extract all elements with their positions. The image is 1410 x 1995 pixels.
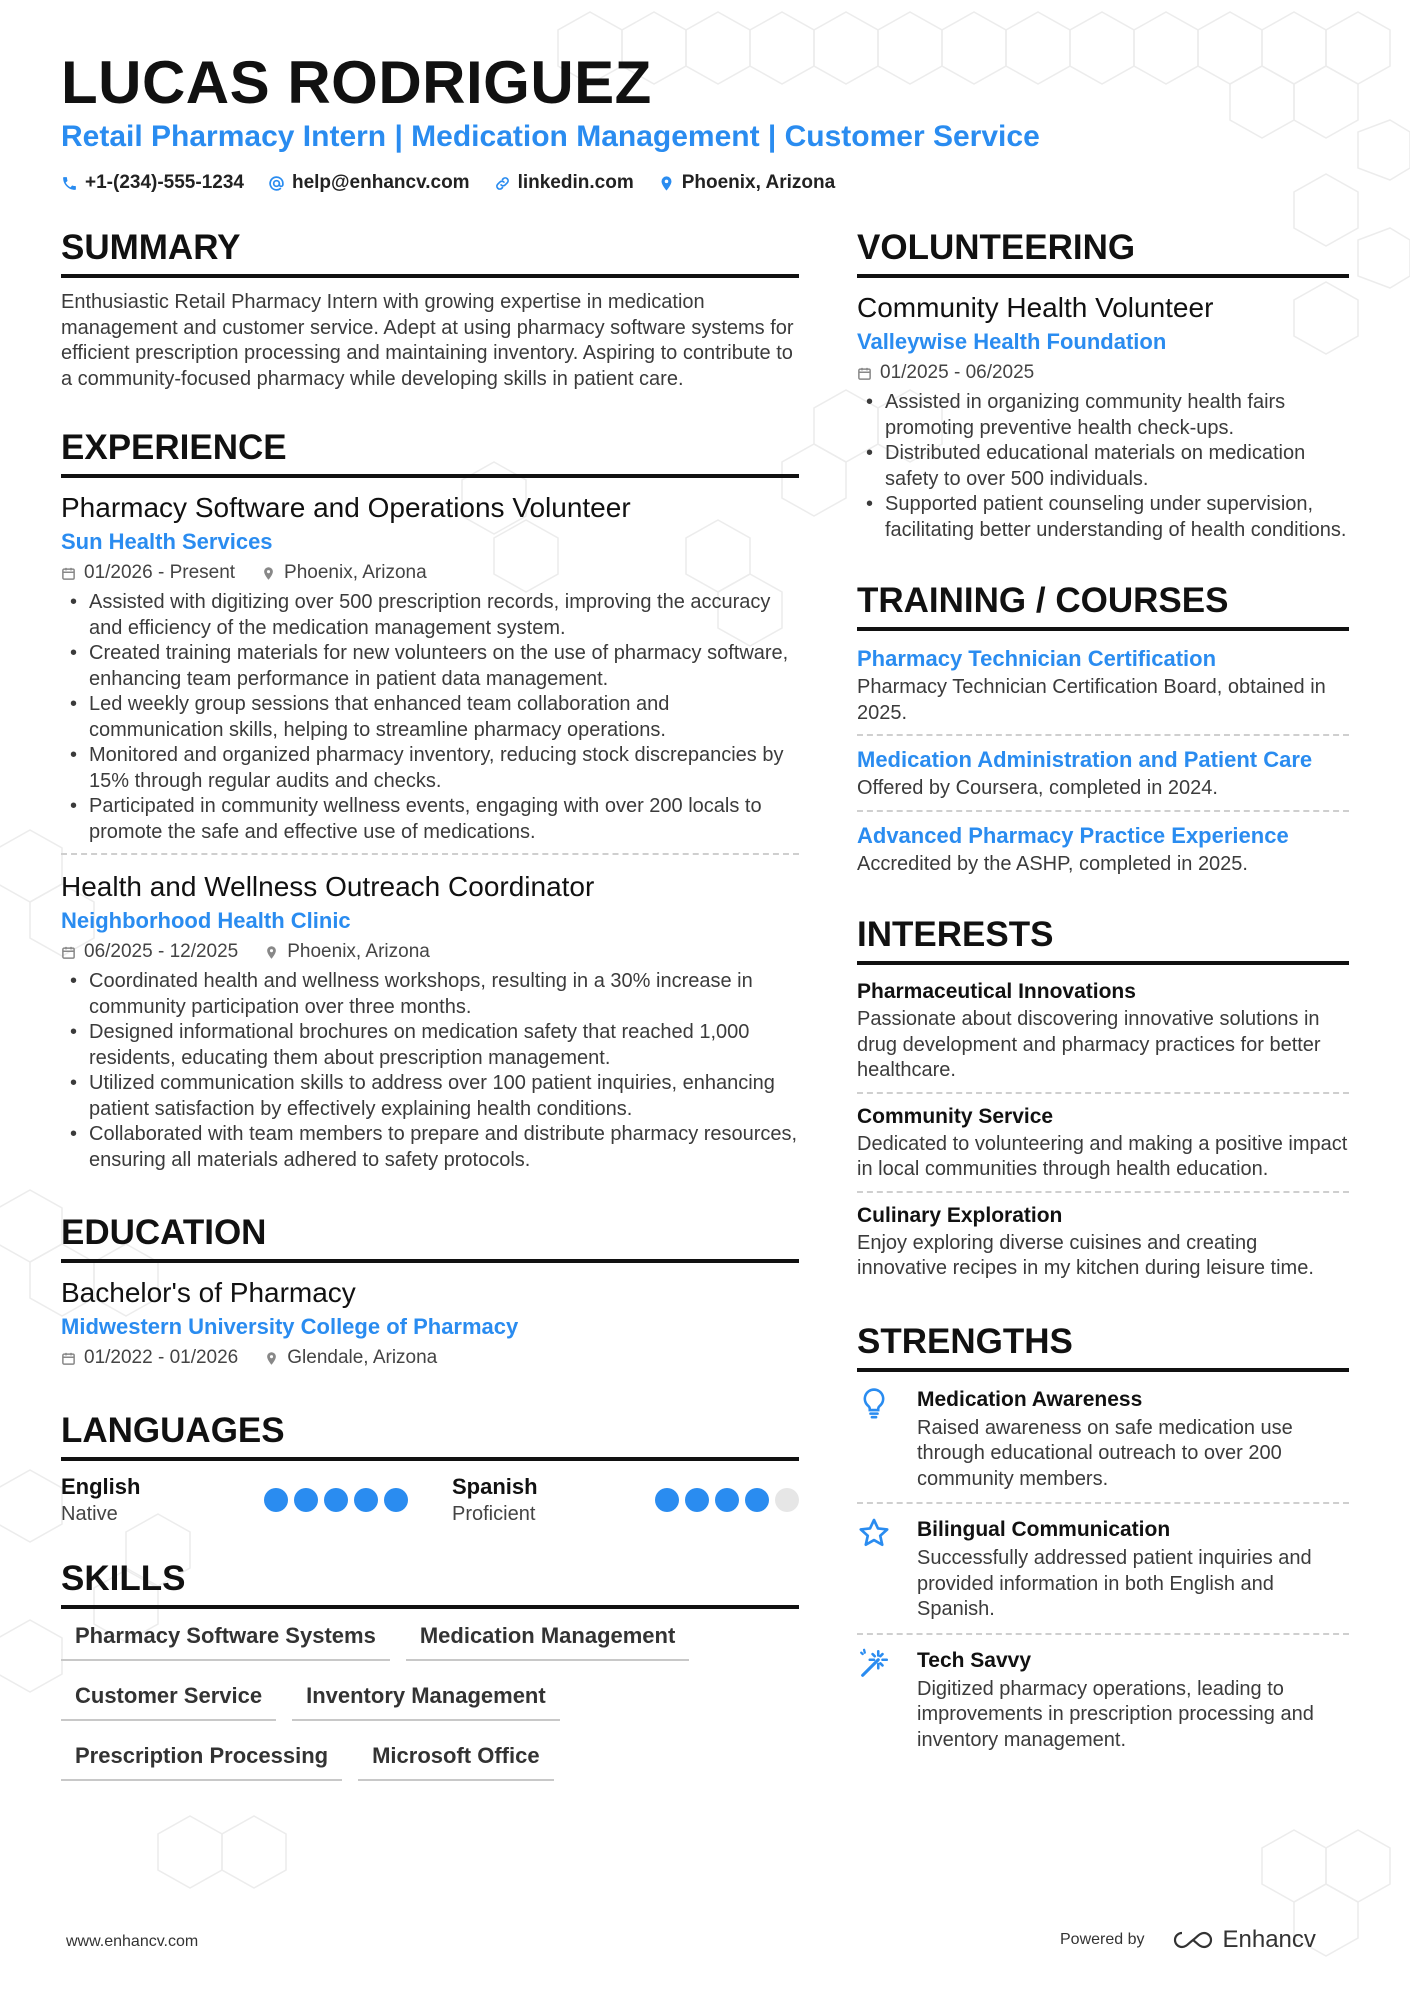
job-location-text: Phoenix, Arizona	[284, 562, 427, 583]
job-dates-text: 01/2026 - Present	[84, 562, 236, 583]
strength-name: Tech Savvy	[917, 1648, 1032, 1672]
summary-section	[61, 228, 799, 392]
experience-entry	[61, 490, 799, 845]
bullet-item: • Participated in community wellness events, engaging with over 200 locals to promote the safe and effective use of medications.	[61, 794, 799, 845]
experience-entry	[61, 869, 799, 1173]
education-dates	[61, 1343, 238, 1373]
rating-dot-filled	[264, 1488, 288, 1512]
education-location-text: Glendale, Arizona	[287, 1347, 438, 1368]
degree-title: Bachelor's of Pharmacy	[61, 1277, 356, 1308]
summary-text: Enthusiastic Retail Pharmacy Intern with growing expertise in medication management and customer service. Adept at using pharmacy software systems for efficient prescription processing and maintaining inventory. Aspiring to contribute to a community-focused pharmacy while developing skills in patient care.	[61, 291, 794, 390]
strengths-section	[857, 1322, 1349, 1754]
training-section	[857, 581, 1349, 877]
skill-tag: Microsoft Office	[358, 1735, 553, 1781]
job-bullets	[61, 590, 799, 845]
bullet-item: • Monitored and organized pharmacy inventory, reducing stock discrepancies by 15% through regular audits and checks.	[61, 743, 799, 794]
interest-name: Pharmaceutical Innovations	[857, 980, 1136, 1003]
interest-item	[857, 977, 1349, 1084]
rating-dot-filled	[324, 1488, 348, 1512]
strength-name: Bilingual Communication	[917, 1518, 1171, 1541]
interest-name: Culinary Exploration	[857, 1203, 1063, 1227]
strength-desc: Digitized pharmacy operations, leading to improvements in prescription processing and inventory management.	[917, 1677, 1314, 1751]
calendar-icon	[61, 1351, 76, 1366]
map-pin-icon	[261, 566, 276, 581]
magic-wand-icon	[857, 1647, 891, 1681]
interest-desc: Passionate about discovering innovative solutions in drug development and pharmacy practices for better healthcare.	[857, 1008, 1321, 1081]
education-dates-text: 01/2022 - 01/2026	[84, 1347, 239, 1368]
brand-name: Enhancv	[1222, 1926, 1316, 1953]
strength-desc: Successfully addressed patient inquiries and provided information in both English and Spanish.	[917, 1547, 1312, 1620]
course-name: Pharmacy Technician Certification	[857, 646, 1217, 671]
strength-item	[857, 1645, 1349, 1754]
left-column	[61, 228, 799, 1831]
education-section	[61, 1213, 799, 1373]
contact-linkedin[interactable]	[494, 172, 634, 194]
volunteer-dates	[857, 358, 1034, 388]
education-meta	[61, 1343, 799, 1373]
calendar-icon	[61, 566, 76, 581]
section-title-strengths: STRENGTHS	[857, 1322, 1349, 1372]
language-name: Spanish	[452, 1474, 538, 1499]
job-location	[261, 558, 427, 588]
job-dates	[61, 937, 238, 967]
phone-text: +1-(234)-555-1234	[85, 172, 244, 193]
course-desc: Accredited by the ASHP, completed in 2025.	[857, 852, 1248, 875]
entry-divider	[857, 1191, 1349, 1193]
job-title: Health and Wellness Outreach Coordinator	[61, 871, 595, 902]
job-dates	[61, 558, 235, 588]
experience-section	[61, 428, 799, 1173]
interest-name: Community Service	[857, 1104, 1054, 1128]
footer-website[interactable]: www.enhancv.com	[66, 1933, 199, 1950]
volunteering-section	[857, 228, 1349, 543]
rating-dot-filled	[715, 1488, 739, 1512]
interest-item	[857, 1201, 1349, 1282]
bullet-item: • Designed informational brochures on medication safety that reached 1,000 residents, educating them about prescription management.	[61, 1020, 799, 1071]
job-location-text: Phoenix, Arizona	[287, 941, 430, 962]
skill-tag: Pharmacy Software Systems	[61, 1615, 390, 1661]
contact-email[interactable]	[268, 172, 470, 194]
rating-dot-filled	[685, 1488, 709, 1512]
powered-by-label: Powered by	[1060, 1931, 1145, 1948]
calendar-icon	[61, 945, 76, 960]
language-item	[452, 1473, 799, 1527]
interests-section	[857, 915, 1349, 1282]
volunteer-dates-text: 01/2025 - 06/2025	[880, 362, 1035, 383]
course-desc: Pharmacy Technician Certification Board, obtained in 2025.	[857, 676, 1326, 724]
job-dates-text: 06/2025 - 12/2025	[84, 941, 239, 962]
section-title-volunteering: VOLUNTEERING	[857, 228, 1349, 278]
section-title-languages: LANGUAGES	[61, 1411, 799, 1461]
entry-divider	[857, 1092, 1349, 1094]
map-pin-icon	[264, 1351, 279, 1366]
volunteer-meta	[857, 358, 1349, 388]
linkedin-text: linkedin.com	[517, 172, 634, 193]
interest-item	[857, 1102, 1349, 1183]
bullet-item: • Led weekly group sessions that enhanced team collaboration and communication skills, helping to streamline pharmacy operations.	[61, 692, 799, 743]
job-bullets	[61, 969, 799, 1173]
bullet-item: • Assisted with digitizing over 500 prescription records, improving the accuracy and efficiency of the medication management system.	[61, 590, 799, 641]
language-item	[61, 1473, 408, 1527]
section-title-summary: SUMMARY	[61, 228, 799, 278]
job-meta	[61, 558, 799, 588]
entry-divider	[857, 1633, 1349, 1635]
course-desc: Offered by Coursera, completed in 2024.	[857, 777, 1218, 799]
rating-dot-empty	[775, 1488, 799, 1512]
strength-item	[857, 1514, 1349, 1623]
skill-list	[61, 1615, 799, 1795]
language-rating	[655, 1488, 799, 1512]
strength-name: Medication Awareness	[917, 1387, 1143, 1411]
email-text: help@enhancv.com	[291, 172, 470, 193]
calendar-icon	[857, 366, 872, 381]
company-name: Sun Health Services	[61, 529, 273, 554]
languages-section	[61, 1411, 799, 1527]
course-item	[857, 820, 1349, 878]
contact-phone[interactable]	[61, 172, 244, 194]
volunteer-bullets	[857, 390, 1349, 543]
enhancv-logo-icon	[1171, 1929, 1215, 1951]
language-level: Native	[61, 1503, 118, 1525]
phone-icon	[61, 175, 78, 192]
school-name: Midwestern University College of Pharmacy	[61, 1314, 519, 1339]
strength-item	[857, 1384, 1349, 1493]
bullet-item: • Supported patient counseling under supervision, facilitating better understanding of health conditions.	[857, 492, 1349, 543]
interest-desc: Enjoy exploring diverse cuisines and creating innovative recipes in my kitchen during leisure time.	[857, 1231, 1314, 1279]
job-meta	[61, 937, 799, 967]
bullet-item: • Distributed educational materials on medication safety to over 500 individuals.	[857, 441, 1349, 492]
language-level: Proficient	[452, 1503, 536, 1525]
contact-location	[658, 172, 835, 194]
job-location	[264, 937, 430, 967]
rating-dot-filled	[384, 1488, 408, 1512]
entry-divider	[857, 810, 1349, 812]
course-name: Advanced Pharmacy Practice Experience	[857, 822, 1289, 848]
bullet-item: • Coordinated health and wellness workshops, resulting in a 30% increase in community participation over three months.	[61, 969, 799, 1020]
skill-tag: Prescription Processing	[61, 1735, 342, 1781]
bullet-item: • Utilized communication skills to address over 100 patient inquiries, enhancing patient satisfaction by effectively explaining health conditions.	[61, 1071, 799, 1122]
skill-tag: Medication Management	[406, 1615, 689, 1661]
volunteer-org: Valleywise Health Foundation	[857, 329, 1167, 354]
job-title: Pharmacy Software and Operations Volunteer	[61, 492, 631, 523]
skill-tag: Inventory Management	[292, 1675, 560, 1721]
volunteer-role: Community Health Volunteer	[857, 292, 1214, 323]
section-title-training: TRAINING / COURSES	[857, 581, 1349, 631]
entry-divider	[61, 853, 799, 855]
section-title-experience: EXPERIENCE	[61, 428, 799, 478]
section-title-education: EDUCATION	[61, 1213, 799, 1263]
strength-desc: Raised awareness on safe medication use through educational outreach to over 200 community members.	[917, 1416, 1293, 1490]
education-location	[264, 1343, 437, 1373]
brand-logo[interactable]	[1171, 1926, 1316, 1954]
right-column	[857, 228, 1349, 1789]
skills-section	[61, 1559, 799, 1795]
at-sign-icon	[268, 175, 285, 192]
entry-divider	[857, 1502, 1349, 1504]
bullet-item: • Created training materials for new volunteers on the use of pharmacy software, enhancing team performance in patient data management.	[61, 641, 799, 692]
language-list	[61, 1473, 799, 1527]
candidate-tagline: Retail Pharmacy Intern | Medication Management | Customer Service	[61, 120, 1040, 153]
course-item	[857, 744, 1349, 802]
section-title-skills: SKILLS	[61, 1559, 799, 1609]
rating-dot-filled	[655, 1488, 679, 1512]
bullet-item: • Assisted in organizing community health fairs promoting preventive health check-ups.	[857, 390, 1349, 441]
footer-branding	[1060, 1926, 1316, 1954]
rating-dot-filled	[294, 1488, 318, 1512]
location-text: Phoenix, Arizona	[681, 172, 836, 193]
rating-dot-filled	[354, 1488, 378, 1512]
entry-divider	[857, 734, 1349, 736]
interest-desc: Dedicated to volunteering and making a positive impact in local communities through health education.	[857, 1132, 1348, 1180]
language-rating	[264, 1488, 408, 1512]
map-pin-icon	[264, 945, 279, 960]
link-icon	[494, 175, 511, 192]
course-name: Medication Administration and Patient Care	[857, 747, 1313, 772]
language-name: English	[61, 1474, 141, 1499]
section-title-interests: INTERESTS	[857, 915, 1349, 965]
map-pin-icon	[658, 175, 675, 192]
contact-bar	[61, 172, 835, 194]
course-item	[857, 643, 1349, 726]
bullet-item: • Collaborated with team members to prepare and distribute pharmacy resources, ensuring all materials adhered to safety protocols.	[61, 1122, 799, 1173]
company-name: Neighborhood Health Clinic	[61, 908, 351, 933]
star-icon	[857, 1516, 891, 1550]
candidate-name: LUCAS RODRIGUEZ	[61, 49, 652, 116]
skill-tag: Customer Service	[61, 1675, 276, 1721]
rating-dot-filled	[745, 1488, 769, 1512]
lightbulb-icon	[857, 1386, 891, 1420]
